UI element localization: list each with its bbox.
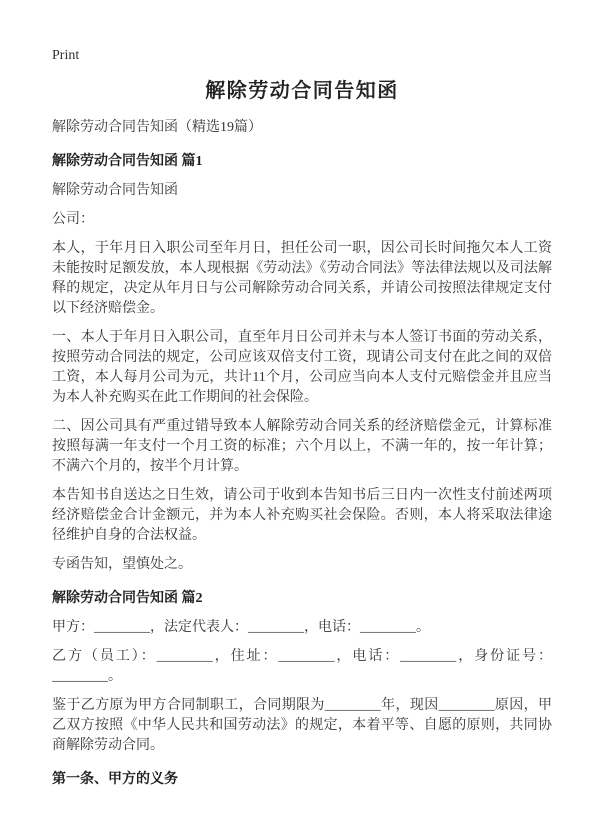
section1-heading: 解除劳动合同告知函 篇1	[52, 154, 203, 169]
section1-paragraph-item2: 二、因公司具有严重过错导致本人解除劳动合同关系的经济赔偿金元，计算标准按照每满一年支付一个月工资的标准；六个月以上，不满一年的，按一年计算；不满六个月的，按半个月计算。	[52, 419, 552, 474]
section2-paragraph-party-a: 甲方：________，法定代表人：________，电话：________。	[52, 620, 430, 635]
section1-paragraph-closing: 专函告知，望慎处之。	[52, 557, 192, 572]
section1-paragraph-effective: 本告知书自送达之日生效，请公司于收到本告知书后三日内一次性支付前述两项经济赔偿金合计金额元，并为本人补充购买社会保险。否则，本人将采取法律途径维护自身的合法权益。	[52, 488, 552, 543]
section2-paragraph-party-b: 乙方（员工）：________，住址：________，电话：________，身份证号：________。	[52, 649, 552, 684]
section1-paragraph-item1: 一、本人于年月日入职公司，直至年月日公司并未与本人签订书面的劳动关系，按照劳动合同法的规定，公司应该双倍支付工资，现请公司支付在此之间的双倍工资，本人每月公司为元，共计11个月，公司应当向本人支付元赔偿金并且应当为本人补充购买在此工作期间的社会保险。	[52, 330, 552, 405]
section1-paragraph-salutation: 公司：	[52, 212, 94, 227]
section2-heading: 解除劳动合同告知函 篇2	[52, 591, 203, 606]
section2-paragraph-whereas: 鉴于乙方原为甲方合同制职工，合同期限为________年，现因________原因，甲乙双方按照《中华人民共和国劳动法》的规定，本着平等、自愿的原则，共同协商解除劳动合同。	[52, 698, 552, 753]
document-title: 解除劳动合同告知函	[205, 80, 399, 102]
print-button[interactable]: Print	[52, 48, 80, 63]
document-subtitle: 解除劳动合同告知函（精选19篇）	[52, 120, 262, 135]
section1-paragraph-letter-title: 解除劳动合同告知函	[52, 183, 178, 198]
section2-article1-heading: 第一条、甲方的义务	[52, 772, 178, 787]
section1-paragraph-intro: 本人，于年月日入职公司至年月日，担任公司一职，因公司长时间拖欠本人工资未能按时足额发放，本人现根据《劳动法》《劳动合同法》等法律法规以及司法解释的规定，决定从年月日与公司解除劳动合同关系，并请公司按照法律规定支付以下经济赔偿金。	[52, 241, 552, 316]
